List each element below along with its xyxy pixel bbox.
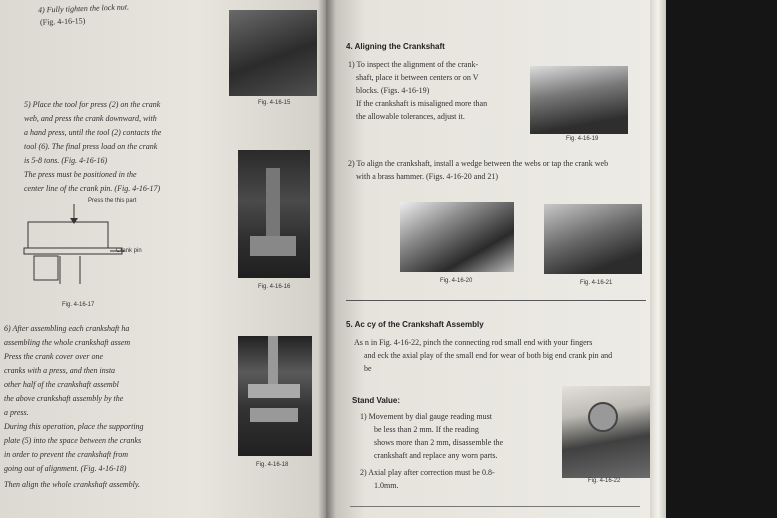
text-line: with a brass hammer. (Figs. 4-16-20 and 21) [356, 172, 498, 181]
caption-fig-18: Fig. 4-16-18 [256, 462, 289, 468]
heading-standard-value: Stand Value: [352, 396, 401, 405]
figure-photo-16 [238, 150, 310, 278]
figure-photo-21 [544, 204, 642, 274]
text-line: 2) To align the crankshaft, install a wedge between the webs or tap the crank web [348, 159, 609, 168]
text-line: 1) To inspect the alignment of the crank- [348, 60, 479, 69]
text-line: going out of alignment. (Fig. 4-16-18) [4, 464, 127, 473]
text-line: 1) Movement by dial gauge reading must [360, 412, 492, 421]
text-line: in order to prevent the crankshaft from [4, 450, 128, 459]
text-line: plate (5) into the space between the cranks [4, 436, 142, 445]
figure-photo-19 [530, 66, 628, 134]
figure-photo-15 [229, 10, 317, 96]
text-line: a press. [4, 408, 29, 417]
text-line: assembling the whole crankshaft assem [4, 338, 131, 347]
text-line: the allowable tolerances, adjust it. [356, 112, 465, 121]
caption-fig-21: Fig. 4-16-21 [580, 280, 613, 286]
text-line: As n in Fig. 4-16-22, pinch the connecting rod small end with your fingers [354, 338, 593, 347]
text-line: The press must be positioned in the [24, 170, 137, 179]
text-line: shows more than 2 mm, disassemble the [374, 438, 504, 447]
text-line: the above crankshaft assembly by the [4, 394, 124, 403]
text-line: and eck the axial play of the small end for wear of both big end crank pin and [364, 351, 613, 360]
label-press-part: Press the this part [88, 198, 137, 204]
text-line: is 5-8 tons. (Fig. 4-16-16) [24, 156, 108, 165]
text-line: 6) After assembling each crankshaft ha [4, 324, 130, 333]
heading-aligning: 4. Aligning the Crankshaft [346, 42, 445, 51]
footer-rule [350, 506, 640, 507]
heading-accuracy: 5. Ac cy of the Crankshaft Assembly [346, 320, 484, 329]
text-line: a hand press, until the tool (2) contacts the [24, 128, 162, 137]
figure-photo-22 [562, 386, 650, 478]
text-line: 4) Fully tighten the lock nut. [37, 2, 130, 15]
text-line: blocks. (Figs. 4-16-19) [356, 86, 430, 95]
text-line: If the crankshaft is misaligned more than [356, 99, 488, 108]
text-line: web, and press the crank downward, with [24, 114, 157, 123]
figure-photo-18 [238, 336, 312, 456]
text-line: During this operation, place the supporting [4, 422, 144, 431]
caption-fig-19: Fig. 4-16-19 [566, 136, 599, 142]
text-line: 5) Place the tool for press (2) on the crank [24, 100, 161, 109]
text-line: cranks with a press, and then insta [4, 366, 116, 375]
caption-fig-15: Fig. 4-16-15 [258, 100, 291, 106]
text-line: Press the crank cover over one [4, 352, 103, 361]
caption-fig-20: Fig. 4-16-20 [440, 278, 473, 284]
divider [346, 300, 646, 301]
caption-fig-22: Fig. 4-16-22 [588, 478, 621, 484]
text-line: other half of the crankshaft assembl [4, 380, 119, 389]
text-line: (Fig. 4-16-15) [39, 16, 86, 27]
text-line: center line of the crank pin. (Fig. 4-16-17) [24, 184, 161, 193]
text-line: shaft, place it between centers or on V [356, 73, 479, 82]
caption-fig-16: Fig. 4-16-16 [258, 284, 291, 290]
text-line: 2) Axial play after correction must be 0.8- [360, 468, 495, 477]
text-line: 1.0mm. [374, 481, 399, 490]
left-page [0, 0, 327, 518]
text-line: Then align the whole crankshaft assembly. [4, 480, 140, 489]
text-line: crankshaft and replace any worn parts. [374, 451, 498, 460]
text-line: be [364, 364, 372, 373]
text-line: tool (6). The final press load on the crank [24, 142, 158, 151]
crank-diagram [20, 196, 200, 296]
book-spine [318, 0, 336, 518]
text-line: be less than 2 mm. If the reading [374, 425, 479, 434]
caption-fig-17: Fig. 4-16-17 [62, 302, 95, 308]
figure-photo-20 [400, 202, 514, 272]
right-page [326, 0, 656, 518]
page-edges [650, 0, 666, 518]
label-crank-pin: Crank pin [116, 248, 142, 254]
